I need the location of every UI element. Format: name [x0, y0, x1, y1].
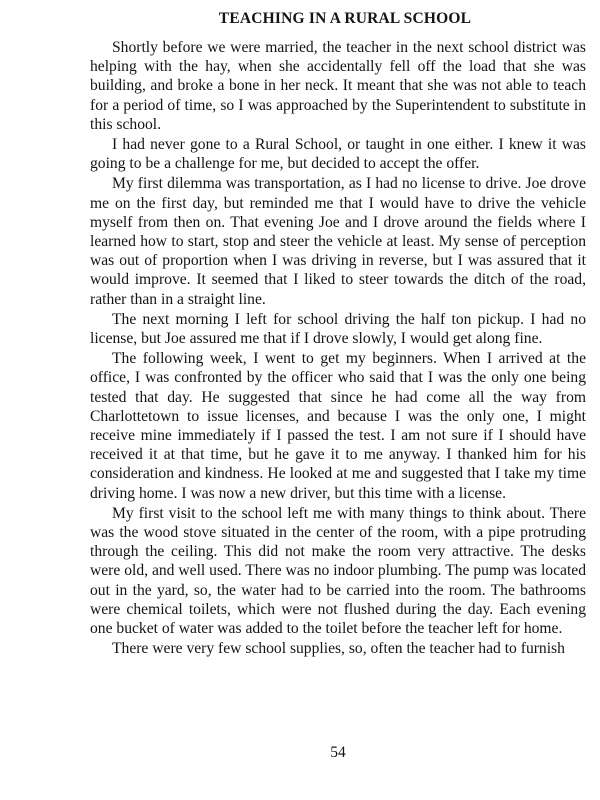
paragraph: My first visit to the school left me with many things to think about. There was the wood stove situated in the center of the room, with a pipe protruding through the ceiling. This did not make the room very attractive. The desks were old, and well used. There was no indoor plumbing. The pump was located out in the yard, so, the water had to be carried into the room. The bathrooms were chemical toilets, which were not flushed during the day. Each evening one bucket of water was added to the toilet before the teacher left for home. — [90, 504, 586, 638]
paragraph: There were very few school supplies, so, often the teacher had to furnish — [112, 640, 565, 658]
paragraph: I had never gone to a Rural School, or taught in one either. I knew it was going to be a challenge for me, but decided to accept the offer. — [90, 136, 586, 173]
page-number: 54 — [330, 744, 346, 761]
paragraph: My first dilemma was transportation, as I had no license to drive. Joe drove me on the first day, but reminded me that I would have to drive the vehicle myself from then on. That evening Joe and I drove around the fields where I learned how to start, stop and steer the vehicle at least. My sense of perception was out of proportion when I was driving in reverse, but I was assured that it would improve. It seemed that I liked to steer towards the ditch of the road, rather than in a straight line. — [90, 175, 586, 308]
chapter-title: TEACHING IN A RURAL SCHOOL — [218, 10, 472, 27]
page-body — [90, 38, 586, 659]
paragraph: The following week, I went to get my beginners. When I arrived at the office, I was confronted by the officer who said that I was the only one being tested that day. He suggested that since he had come all the way from Charlottetown to issue licenses, and because I was the only one, I might receive mine immediately if I passed the test. I am not sure if I should have received it at that time, but he gave it to me anyway. I thanked him for his consideration and kindness. He looked at me and suggested that I take my time driving home. I was now a new driver, but this time with a license. — [90, 350, 586, 502]
paragraph: Shortly before we were married, the teacher in the next school district was helping with the hay, when she accidentally fell off the load that she was building, and broke a bone in her neck. It meant that she was not able to teach for a period of time, so I was approached by the Superintendent to substitute in this school. — [90, 39, 586, 133]
paragraph: The next morning I left for school driving the half ton pickup. I had no license, but Joe assured me that if I drove slowly, I would get along fine. — [90, 310, 586, 348]
